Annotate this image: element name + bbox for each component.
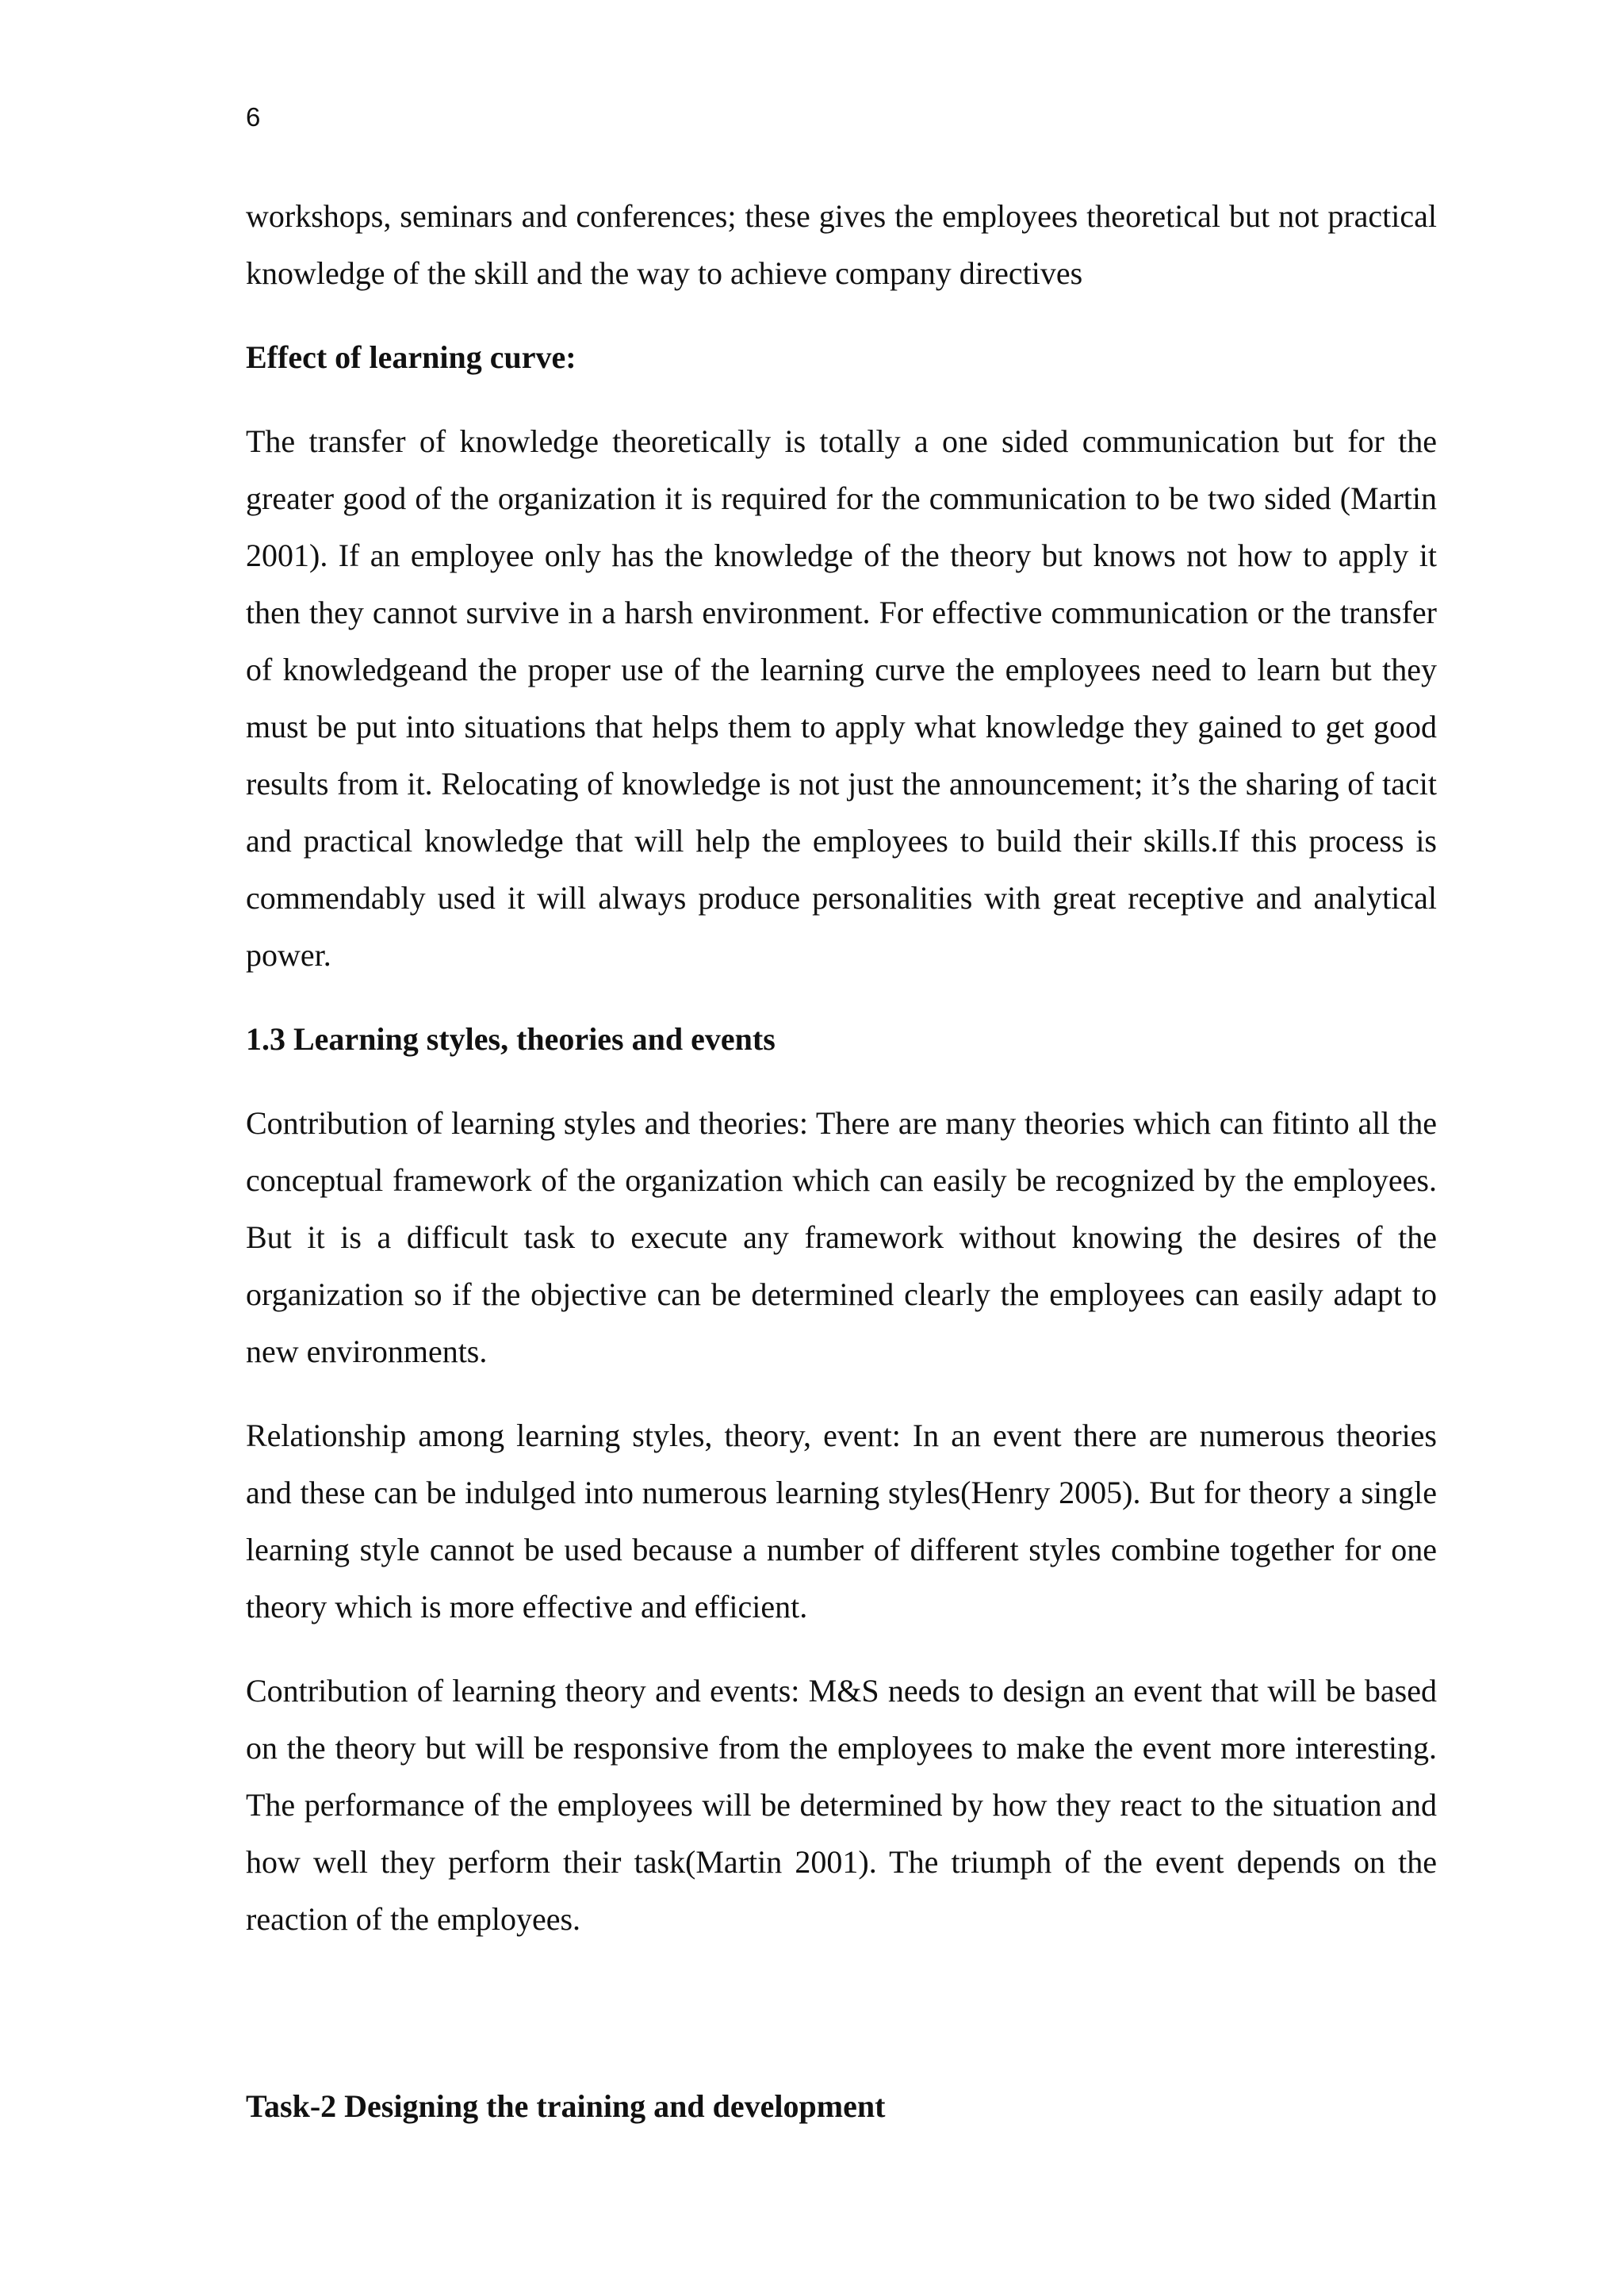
relationship-paragraph: Relationship among learning styles, theory, event: In an event there are numerous theories and these can be indulged into numerous learning styles(Henry 2005). But for theory a single learning style cannot be used because a number of different styles combine together for one theory which is more effective and efficient. <box>246 1418 1437 1624</box>
document-body <box>246 188 1437 2135</box>
intro-paragraph: workshops, seminars and conferences; these gives the employees theoretical but not practical knowledge of the skill and the way to achieve company directives <box>246 198 1437 291</box>
contribution-styles-paragraph: Contribution of learning styles and theories: There are many theories which can fitinto all the conceptual framework of the organization which can easily be recognized by the employees. But it is a difficult task to execute any framework without knowing the desires of the organization so if the objective can be determined clearly the employees can easily adapt to new environments. <box>246 1105 1437 1369</box>
contribution-theory-paragraph: Contribution of learning theory and events: M&S needs to design an event that will be based on the theory but will be responsive from the employees to make the event more interesting. The performance of the employees will be determined by how they react to the situation and how well they perform their task(Martin 2001). The triumph of the event depends on the reaction of the employees. <box>246 1673 1437 1937</box>
task-2-heading: Task-2 Designing the training and development <box>246 2088 886 2124</box>
page-number: 6 <box>246 102 261 132</box>
section-1-3-heading: 1.3 Learning styles, theories and events <box>246 1021 776 1057</box>
learning-curve-paragraph: The transfer of knowledge theoretically is totally a one sided communication but for the greater good of the organization it is required for the communication to be two sided (Martin 2001). If an employee only has the knowledge of the theory but knows not how to apply it then they cannot survive in a harsh environment. For effective communication or the transfer of knowledgeand the proper use of the learning curve the employees need to learn but they must be put into situations that helps them to apply what knowledge they gained to get good results from it. Relocating of knowledge is not just the announcement; it’s the sharing of tacit and practical knowledge that will help the employees to build their skills.If this process is commendably used it will always produce personalities with great receptive and analytical power. <box>246 423 1437 973</box>
learning-curve-heading: Effect of learning curve: <box>246 339 576 375</box>
